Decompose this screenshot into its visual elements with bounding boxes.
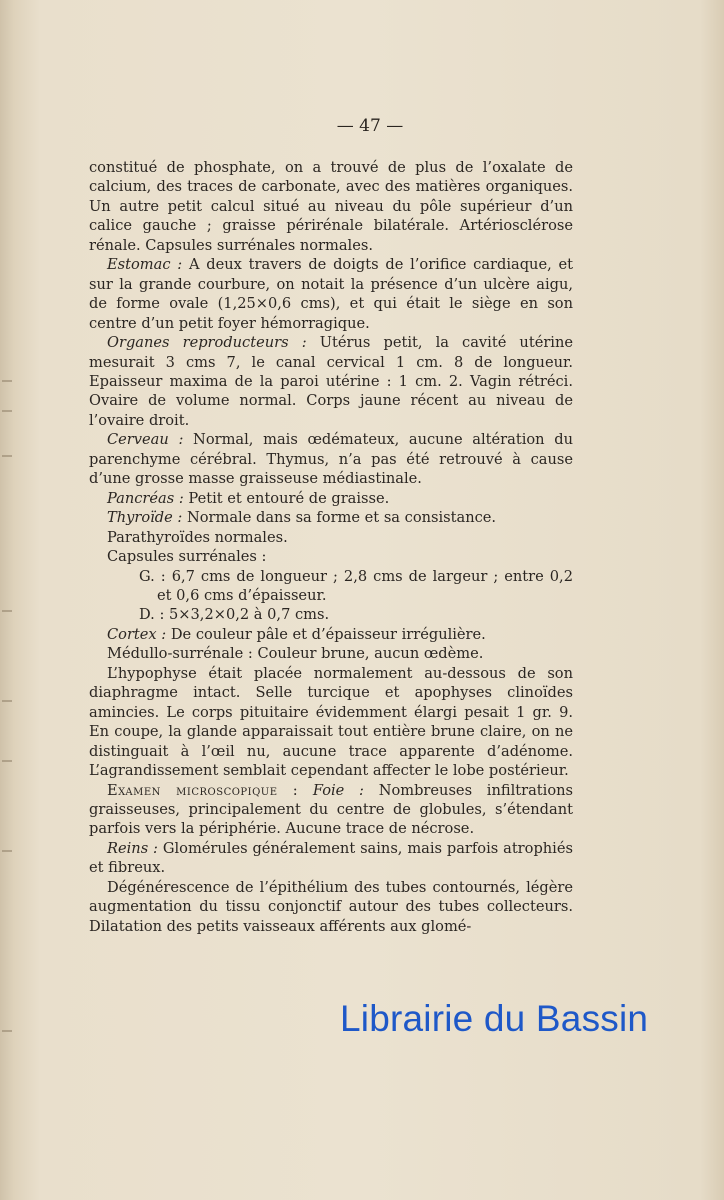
- gutter-mark: [2, 610, 12, 612]
- gutter-mark: [2, 1030, 12, 1032]
- paragraph-pancreas: Pancréas : Petit et entouré de graisse.: [107, 489, 390, 507]
- paragraph-capsules: Capsules surrénales :: [107, 548, 267, 566]
- paragraph-thyroide: Thyroïde : Normale dans sa forme et sa consistance.: [107, 509, 497, 527]
- page-number: — 47 —: [336, 116, 404, 136]
- paragraph-hypophyse: L’hypophyse était placée normalement au-dessous de son diaphragme intact. Selle turcique et apophyses clinoïdes amincies. Le corps pituitaire évidemment élargi pesait 1 gr. 9. En coupe, la glande apparaissait tout entière brune claire, on ne distinguait à l’œil nu, aucune trace apparente d’adénome. L’agrandissement semblait cependant affecter le lobe postérieur.: [89, 664, 573, 780]
- gutter-mark: [2, 380, 12, 382]
- paragraph-estomac: Estomac : A deux travers de doigts de l’orifice cardiaque, et sur la grande courbure, on notait la présence d’un ulcère aigu, de forme ovale (1,25×0,6 cms), et qui était le siège en son centre d’un petit foyer hémorragique.: [89, 256, 574, 332]
- paragraph-capsule-d: D. : 5×3,2×0,2 à 0,7 cms.: [139, 606, 330, 624]
- paragraph: constitué de phosphate, on a trouvé de plus de l’oxalate de calcium, des traces de carbonate, avec des matières organiques. Un autre petit calcul situé au niveau du pôle supérieur d’un calice gauche ; graisse périrénale bilatérale. Artériosclérose rénale. Capsules surrénales normales.: [89, 159, 573, 254]
- body-text: [89, 158, 573, 936]
- paragraph-organes: Organes reproducteurs : Utérus petit, la cavité utérine mesurait 3 cms 7, le canal cervical 1 cm. 8 de longueur. Epaisseur maxima de la paroi utérine : 1 cm. 2. Vagin rétréci. Ovaire de volume normal. Corps jaune récent au niveau de l’ovaire droit.: [89, 334, 574, 429]
- paragraph-degenerescence: Dégénérescence de l’épithélium des tubes contournés, légère augmentation du tissu conjonctif autour des tubes collecteurs. Dilatation des petits vaisseaux afférents aux glomé-: [89, 878, 573, 935]
- paragraph-capsule-g: G. : 6,7 cms de longueur ; 2,8 cms de largeur ; entre 0,2 et 0,6 cms d’épaisseur.: [139, 567, 573, 604]
- paragraph-parathyroides: Parathyroïdes normales.: [107, 528, 288, 546]
- gutter-mark: [2, 760, 12, 762]
- paragraph-cortex: Cortex : De couleur pâle et d’épaisseur irrégulière.: [107, 625, 486, 643]
- paragraph-reins: Reins : Glomérules généralement sains, mais parfois atrophiés et fibreux.: [89, 839, 573, 877]
- gutter-mark: [2, 850, 12, 852]
- gutter-mark: [2, 455, 12, 457]
- gutter-mark: [2, 410, 12, 412]
- watermark: Librairie du Bassin: [340, 998, 649, 1039]
- paragraph-cerveau: Cerveau : Normal, mais œdémateux, aucune altération du parenchyme cérébral. Thymus, n’a pas été retrouvé à cause d’une grosse masse graisseuse médiastinale.: [89, 431, 573, 488]
- paragraph-examen: Examen microscopique : Foie : Nombreuses infiltrations graisseuses, principalement du centre de globules, s’étendant parfois vers la périphérie. Aucune trace de nécrose.: [89, 781, 573, 838]
- gutter-mark: [2, 700, 12, 702]
- paragraph-medullo: Médullo-surrénale : Couleur brune, aucun œdème.: [107, 645, 484, 663]
